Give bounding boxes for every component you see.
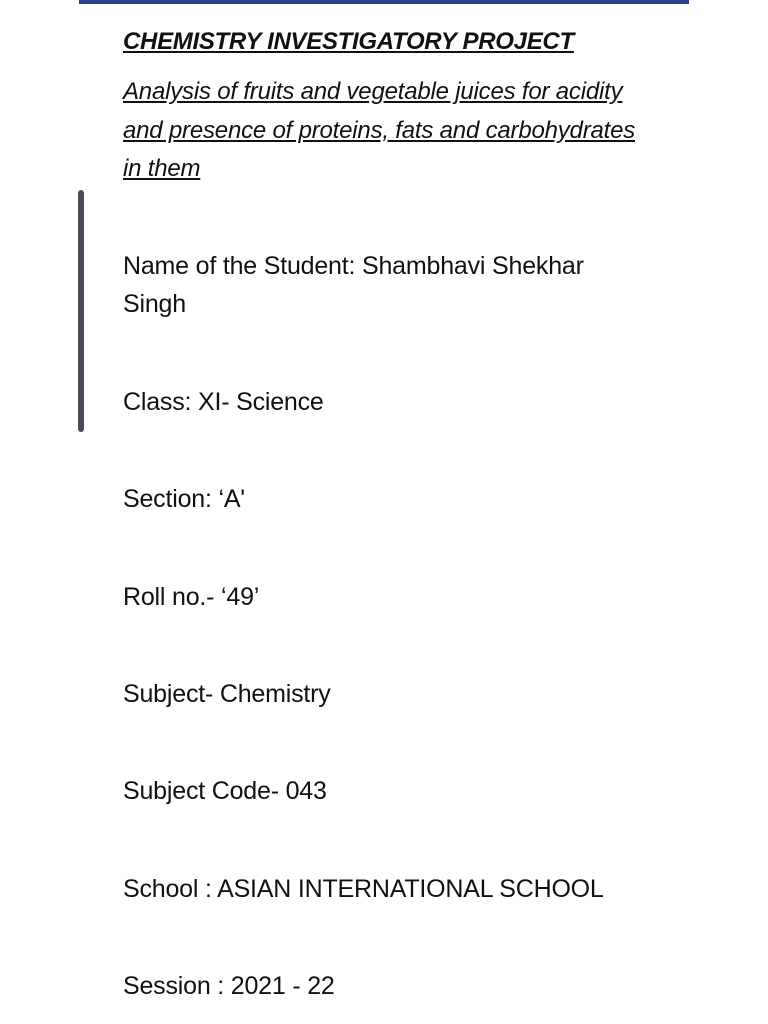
subject-code-field: Subject Code- 043 (123, 777, 327, 805)
left-margin-bar (78, 190, 84, 432)
student-name-field: Name of the Student: Shambhavi Shekhar Singh (123, 252, 584, 318)
subject-field: Subject- Chemistry (123, 680, 331, 708)
session-field: Session : 2021 - 22 (123, 972, 335, 1000)
roll-number-field: Roll no.- ‘49’ (123, 583, 260, 611)
project-subtitle: Analysis of fruits and vegetable juices for acidity and presence of proteins, fats and carbohydrates in them (123, 78, 636, 182)
top-border-line (79, 0, 689, 4)
section-field: Section: ‘A' (123, 485, 245, 513)
project-title: CHEMISTRY INVESTIGATORY PROJECT (123, 28, 574, 55)
class-field: Class: XI- Science (123, 388, 324, 416)
school-field: School : ASIAN INTERNATIONAL SCHOOL (123, 875, 604, 903)
